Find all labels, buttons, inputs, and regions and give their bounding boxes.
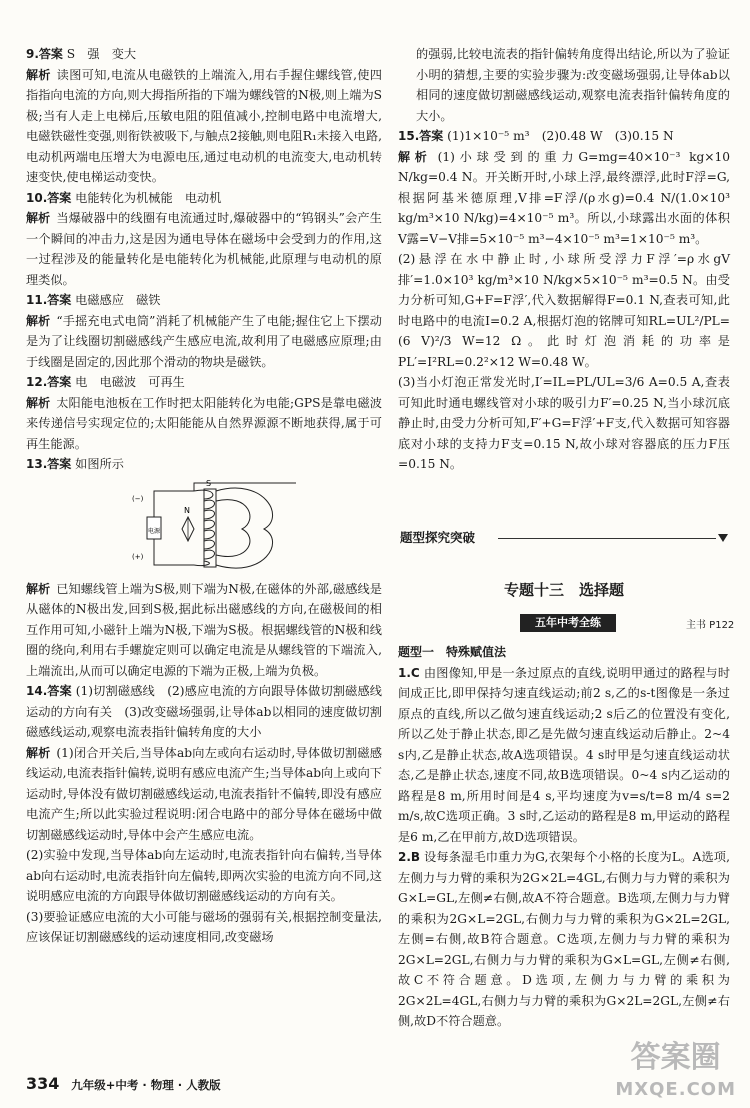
answer-text: S 强 变大	[66, 47, 137, 61]
main-book-reference: 主书 P122	[686, 620, 735, 631]
watermark-url: MXQE.COM	[615, 1079, 736, 1100]
analysis-text: (1)闭合开关后,当导体ab向左或向右运动时,导体做切割磁感线运动,电流表指针偏转,说明有感应电流产生;当导体ab向上或向下运动时,导体没有做切割磁感线运动,电流表指针不偏转,即没有感应电流产生;所以此实验过程说明:闭合电路中的部分导体在磁场中做切割磁感线运动时,导体中会产生感应电流。	[26, 745, 382, 842]
analysis-tag: 解析	[26, 211, 51, 225]
answer-14-continued: 的强弱,比较电流表的指针偏转角度得出结论,所以为了验证小明的猜想,主要的实验步骤为:改变磁场强弱,让导体ab以相同的速度做切割磁感线运动,观察电流表指针偏转角度的大小。	[416, 47, 730, 123]
question-number: 2.B	[398, 850, 421, 864]
negative-pole-label: (−)	[132, 494, 144, 503]
power-source-label: 电源	[147, 527, 161, 535]
question-number: 15.答案	[398, 129, 444, 143]
analysis-text: 当爆破器中的线圈有电流通过时,爆破器中的“钨钢头”会产生一个瞬间的冲击力,这是因为通电导体在磁场中会受到力的作用,这一过程涉及的能量转化是电能转化为机械能,此原理与电动机的原理类似。	[26, 211, 382, 287]
analysis-tag: 解析	[398, 149, 432, 164]
answer-14	[26, 681, 382, 948]
analysis-paragraph: (2)悬浮在水中静止时,小球所受浮力F浮′=ρ水gV排′=1.0×10³ kg/m³×10 N/kg×5×10⁻⁵ m³=0.5 N。由受力分析可知,G+F=F浮′,代入数据解得F=0.1 N,查表可知,此时电路中的电流I=0.2 A,根据灯泡的铭牌可知RL=UL²/PL=(6 V)²/3 W=12 Ω。此时灯泡消耗的功率是PL′=I²RL=0.2²×12 W=0.48 W。	[398, 252, 730, 369]
answer-12	[26, 372, 382, 454]
analysis-tag: 解析	[26, 745, 51, 760]
answer-explanation: 设每条湿毛巾重力为G,衣架每个小格的长度为L。A选项,左侧力与力臂的乘积为2G×2L=4GL,右侧力与力臂的乘积为G×L=GL,左侧≠右侧,故A不符合题意。B选项,左侧力与力臂的乘积为2G×L=2GL,右侧力与力臂的乘积为G×2L=2GL,左侧=右侧,故B符合题意。C选项,左侧力与力臂的乘积为2G×L=2GL,右侧力与力臂的乘积为G×L=GL,左侧≠右侧,故C不符合题意。D选项,左侧力与力臂的乘积为2G×2L=4GL,右侧力与力臂的乘积为G×2L=2GL,左侧≠右侧,故D不符合题意。	[398, 850, 730, 1028]
triangle-icon	[718, 534, 728, 542]
analysis-text: 太阳能电池板在工作时把太阳能转化为电能;GPS是靠电磁波来传递信号实现定位的;太阳能能从自然界源源不断地获得,属于可再生能源。	[26, 395, 382, 451]
question-number: 10.答案	[26, 190, 72, 205]
choice-answer-2	[398, 847, 730, 1032]
answer-text: (1)1×10⁻⁵ m³ (2)0.48 W (3)0.15 N	[447, 129, 674, 143]
solenoid-s-label: S	[206, 478, 212, 488]
question-number: 13.答案	[26, 457, 72, 471]
question-number: 14.答案	[26, 684, 72, 698]
answer-text: 电 电磁波 可再生	[75, 375, 185, 389]
right-column	[398, 44, 730, 475]
positive-pole-label: (+)	[132, 552, 144, 561]
topic-title: 专题十三 选择题	[503, 581, 624, 599]
type-heading: 题型一 特殊赋值法	[398, 645, 507, 659]
question-number: 11.答案	[26, 293, 72, 307]
watermark-text: 答案圈	[630, 1040, 721, 1075]
section-rule	[498, 538, 716, 539]
answer-text: 电磁感应 磁铁	[75, 293, 161, 307]
choice-answer-1	[398, 663, 730, 848]
answer-9	[26, 44, 382, 188]
answer-text: 电能转化为机械能 电动机	[75, 190, 222, 205]
watermark	[615, 1042, 736, 1106]
practice-banner: 五年中考全练	[520, 614, 616, 632]
analysis-tag: 解析	[26, 581, 51, 596]
analysis-paragraph: (3)要验证感应电流的大小可能与磁场的强弱有关,根据控制变量法,应该保证切割磁感线的运动速度相同,改变磁场	[26, 909, 382, 944]
topic-body	[398, 642, 730, 1032]
answer-10	[26, 188, 382, 291]
answer-text: (1)切割磁感线 (2)感应电流的方向跟导体做切割磁感线运动的方向有关 (3)改变磁场强弱,让导体ab以相同的速度做切割磁感线运动,观察电流表指针偏转角度的大小	[26, 684, 382, 739]
analysis-tag: 解析	[26, 313, 51, 328]
field-line-inner	[216, 499, 250, 556]
book-title: 九年级+中考 · 物理 · 人教版	[71, 1078, 221, 1092]
question-number: 9.答案	[26, 47, 63, 61]
analysis-tag: 解析	[26, 67, 51, 82]
answer-text: 如图所示	[75, 457, 124, 471]
needle-n-label: N	[184, 505, 190, 515]
page-footer	[26, 1074, 221, 1096]
answer-11	[26, 290, 382, 372]
analysis-paragraph: (3)当小灯泡正常发光时,I′=IL=PL/UL=3/6 A=0.5 A,查表可知此时通电螺线管对小球的吸引力F′=0.25 N,当小球沉底静止时,由受力分析可知,F′+G=F浮′+F支,代入数据可知容器底对小球的支持力F支=0.15 N,故小球对容器底的压力F压=0.15 N。	[398, 375, 730, 471]
analysis-paragraph: (2)实验中发现,当导体ab向左运动时,电流表指针向右偏转,当导体ab向右运动时,电流表指针向左偏转,即两次实验的电流方向不同,这说明感应电流的方向跟导体做切割磁感线运动的方向有关。	[26, 848, 382, 903]
question-number: 1.C	[398, 665, 420, 680]
section-bar	[400, 528, 730, 546]
answer-explanation: 由图像知,甲是一条过原点的直线,说明甲通过的路程与时间成正比,即甲保持匀速直线运动;前2 s,乙的s-t图像是一条过原点的直线,所以乙做匀速直线运动;2 s后乙的位置没有变化,所以乙处于静止状态,即乙是先做匀速直线运动后静止。2~4 s内,乙是静止状态,故A选项错误。4 s时甲是匀速直线运动状态,乙是静止状态,速度不同,故B选项错误。0~4 s内乙运动的路程是8 m,所用时间是4 s,平均速度为v=s/t=8 m/4 s=2 m/s,故C选项正确。3 s时,乙运动的路程是8 m,甲运动的路程是6 m,乙在甲前方,故D选项错误。	[398, 665, 731, 844]
page-number: 334	[26, 1074, 60, 1093]
analysis-text: “手摇充电式电筒”消耗了机械能产生了电能;握住它上下摆动是为了让线圈切割磁感线产生感应电流,故利用了电磁感应原理;由于线圈是固定的,因此那个滑动的物块是磁铁。	[26, 313, 382, 369]
solenoid-diagram	[132, 477, 296, 573]
section-label: 题型探究突破	[400, 530, 476, 545]
analysis-text: 已知螺线管上端为S极,则下端为N极,在磁体的外部,磁感线是从磁体的N极出发,回到S极,据此标出磁感线的方向,在磁极间的相互作用可知,小磁针上端为N极,下端为S极。根据螺线管的N极和线圈的绕向,利用右手螺旋定则可以确定电流是从螺线管的下端流入,上端流出,从而可以确定电源的下端为正极,上端为负极。	[26, 581, 382, 678]
analysis-text: (1)小球受到的重力G=mg=40×10⁻³ kg×10 N/kg=0.4 N。开关断开时,小球上浮,最终漂浮,此时F浮=G,根据阿基米德原理,V排=F浮/(ρ水g)=0.4 N/(1.0×10³ kg/m³×10 N/kg)=4×10⁻⁵ m³。所以,小球露出水面的体积V露=V−V排=5×10⁻⁵ m³−4×10⁻⁵ m³=1×10⁻⁵ m³。	[398, 149, 730, 246]
answer-13	[26, 454, 382, 681]
analysis-tag: 解析	[26, 395, 51, 410]
answer-15	[398, 126, 730, 475]
left-column	[26, 44, 382, 948]
question-number: 12.答案	[26, 375, 72, 389]
analysis-text: 读图可知,电流从电磁铁的上端流入,用右手握住螺线管,使四指指向电流的方向,则大拇指所指的下端为螺线管的N极,则上端为S极;当有人走上电梯后,压敏电阻的阻值减小,控制电路中电流增大,电磁铁磁性变强,则衔铁被吸下,与触点2接触,则电阻R₁未接入电路,电动机两端电压增大为电源电压,通过电动机的电流变大,电动机转速变快,使电梯运动变快。	[26, 67, 382, 184]
